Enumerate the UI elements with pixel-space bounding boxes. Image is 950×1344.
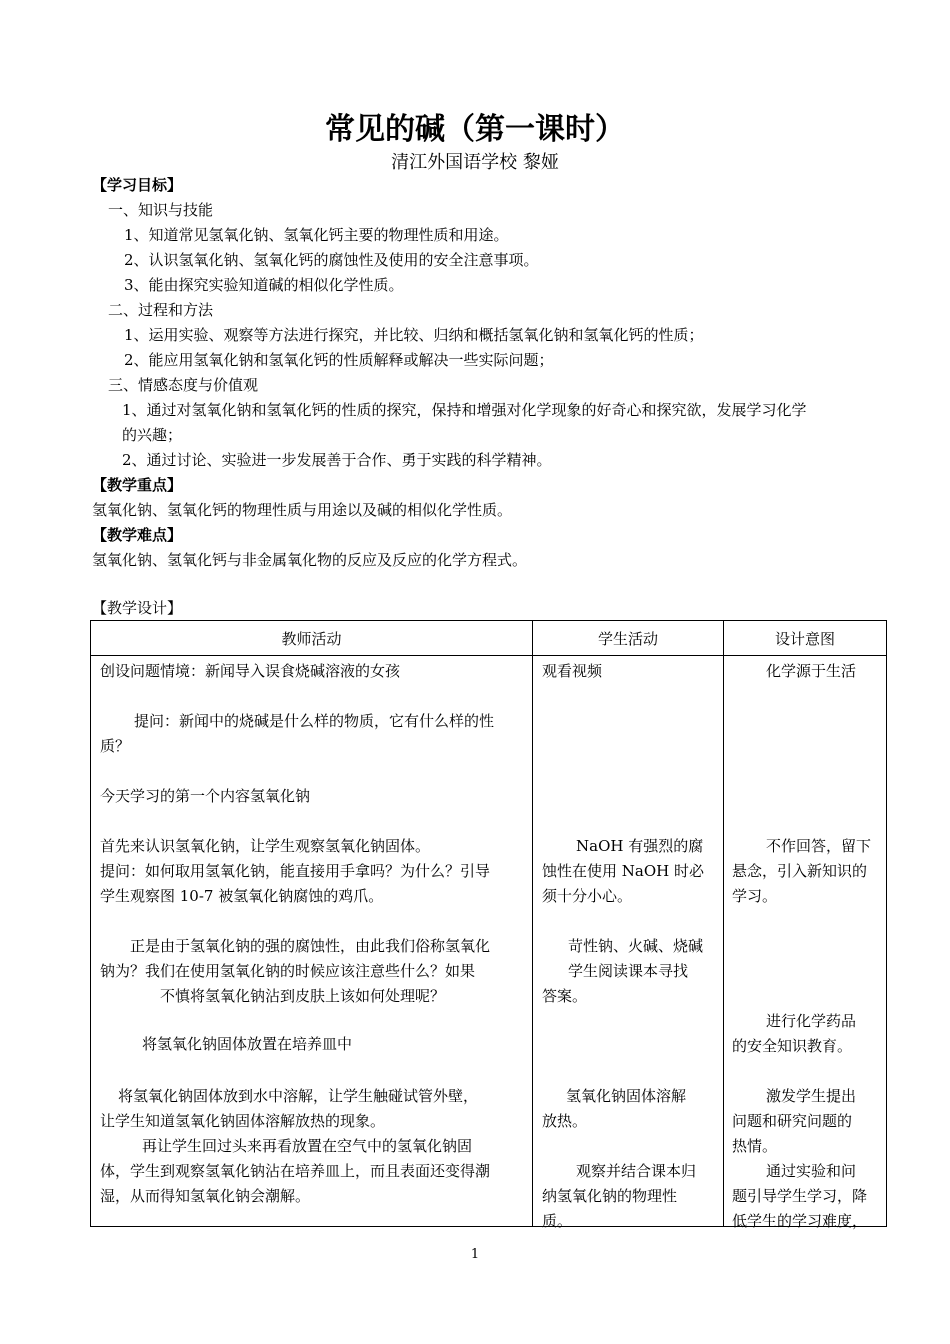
teacher-line: 让学生知道氢氧化钠固体溶解放热的现象。 <box>100 1112 386 1130</box>
student-line: 观察并结合课本归 <box>576 1162 697 1180</box>
teacher-line: 再让学生回过头来再看放置在空气中的氢氧化钠固 <box>142 1137 473 1155</box>
intent-line: 热情。 <box>732 1137 778 1155</box>
teacher-line: 今天学习的第一个内容氢氧化钠 <box>100 787 311 805</box>
intent-line: 悬念，引入新知识的 <box>732 862 868 880</box>
table-header-row <box>91 621 887 656</box>
column-header-student: 学生活动 <box>533 621 724 656</box>
student-line: 质。 <box>542 1212 573 1230</box>
column-header-teacher: 教师活动 <box>91 621 533 656</box>
objective-item: 2、能应用氢氧化钠和氢氧化钙的性质解释或解决一些实际问题； <box>124 351 554 369</box>
objective-item: 3、能由探究实验知道碱的相似化学性质。 <box>124 276 404 294</box>
student-line: 放热。 <box>542 1112 588 1130</box>
teacher-line: 钠为？我们在使用氢氧化钠的时候应该注意些什么？如果 <box>100 962 476 980</box>
teacher-line: 湿，从而得知氢氧化钠会潮解。 <box>100 1187 311 1205</box>
intent-line: 题引导学生学习，降 <box>732 1187 868 1205</box>
design-intent-cell <box>724 656 887 1230</box>
teacher-line: 体，学生到观察氢氧化钠沾在培养皿上，而且表面还变得潮 <box>100 1162 491 1180</box>
student-line: 蚀性在使用 NaOH 时必 <box>542 862 704 880</box>
teacher-line: 创设问题情境：新闻导入误食烧碱溶液的女孩 <box>100 662 401 680</box>
student-line: 纳氢氧化钠的物理性 <box>542 1187 678 1205</box>
section-label-knowledge: 一、知识与技能 <box>108 201 214 219</box>
objective-item: 1、知道常见氢氧化钠、氢氧化钙主要的物理性质和用途。 <box>124 226 509 244</box>
author-line: 清江外国语学校 黎娅 <box>391 152 559 173</box>
student-line: 苛性钠、火碱、烧碱 <box>568 937 704 955</box>
page-title: 常见的碱（第一课时） <box>325 112 625 147</box>
teacher-line: 不慎将氢氧化钠沾到皮肤上该如何处理呢？ <box>160 987 446 1005</box>
student-line: 答案。 <box>542 987 588 1005</box>
teacher-line: 将氢氧化钠固体放置在培养皿中 <box>142 1035 353 1053</box>
objective-item: 1、通过对氢氧化钠和氢氧化钙的性质的探究，保持和增强对化学现象的好奇心和探究欲，发展学习化学 <box>122 401 807 419</box>
intent-line: 进行化学药品 <box>766 1012 857 1030</box>
intent-line: 激发学生提出 <box>766 1087 857 1105</box>
objective-item: 1、运用实验、观察等方法进行探究，并比较、归纳和概括氢氧化钠和氢氧化钙的性质； <box>124 326 704 344</box>
objective-item: 2、认识氢氧化钠、氢氧化钙的腐蚀性及使用的安全注意事项。 <box>124 251 539 269</box>
student-line: 学生阅读课本寻找 <box>568 962 689 980</box>
teacher-line: 提问：新闻中的烧碱是什么样的物质，它有什么样的性 <box>134 712 495 730</box>
key-points-text: 氢氧化钠、氢氧化钙的物理性质与用途以及碱的相似化学性质。 <box>92 501 513 519</box>
design-heading: 【教学设计】 <box>92 599 183 617</box>
section-label-process: 二、过程和方法 <box>108 301 214 319</box>
intent-line: 问题和研究问题的 <box>732 1112 853 1130</box>
intent-line: 学习。 <box>732 887 778 905</box>
student-activity-cell <box>533 656 724 1230</box>
difficulties-heading: 【教学难点】 <box>92 526 183 544</box>
student-line: NaOH 有强烈的腐 <box>576 837 704 855</box>
intent-line: 低学生的学习难度， <box>732 1212 868 1230</box>
teacher-line: 提问：如何取用氢氧化钠，能直接用手拿吗？为什么？引导 <box>100 862 491 880</box>
objective-item: 2、通过讨论、实验进一步发展善于合作、勇于实践的科学精神。 <box>122 451 552 469</box>
intent-line: 化学源于生活 <box>766 662 857 680</box>
intent-line: 的安全知识教育。 <box>732 1037 853 1055</box>
objectives-heading: 【学习目标】 <box>92 176 183 194</box>
teacher-line: 将氢氧化钠固体放到水中溶解，让学生触碰试管外壁， <box>118 1087 479 1105</box>
section-label-attitude: 三、情感态度与价值观 <box>108 376 259 394</box>
teaching-design-table <box>90 620 887 1230</box>
teacher-line: 学生观察图 10-7 被氢氧化钠腐蚀的鸡爪。 <box>100 887 384 905</box>
difficulties-text: 氢氧化钠、氢氧化钙与非金属氧化物的反应及反应的化学方程式。 <box>92 551 528 569</box>
column-header-intent: 设计意图 <box>724 621 887 656</box>
intent-line: 不作回答，留下 <box>766 837 872 855</box>
teacher-line: 正是由于氢氧化钠的强的腐蚀性，由此我们俗称氢氧化 <box>130 937 491 955</box>
student-line: 须十分小心。 <box>542 887 633 905</box>
objective-item: 的兴趣； <box>122 426 183 444</box>
teacher-activity-cell <box>91 656 533 1227</box>
teacher-line: 质？ <box>100 737 131 755</box>
key-points-heading: 【教学重点】 <box>92 476 183 494</box>
student-line: 观看视频 <box>542 662 603 680</box>
table-row <box>91 656 887 1227</box>
teacher-line: 首先来认识氢氧化钠，让学生观察氢氧化钠固体。 <box>100 837 431 855</box>
student-line: 氢氧化钠固体溶解 <box>566 1087 687 1105</box>
page-number: 1 <box>470 1247 480 1262</box>
intent-line: 通过实验和问 <box>766 1162 857 1180</box>
